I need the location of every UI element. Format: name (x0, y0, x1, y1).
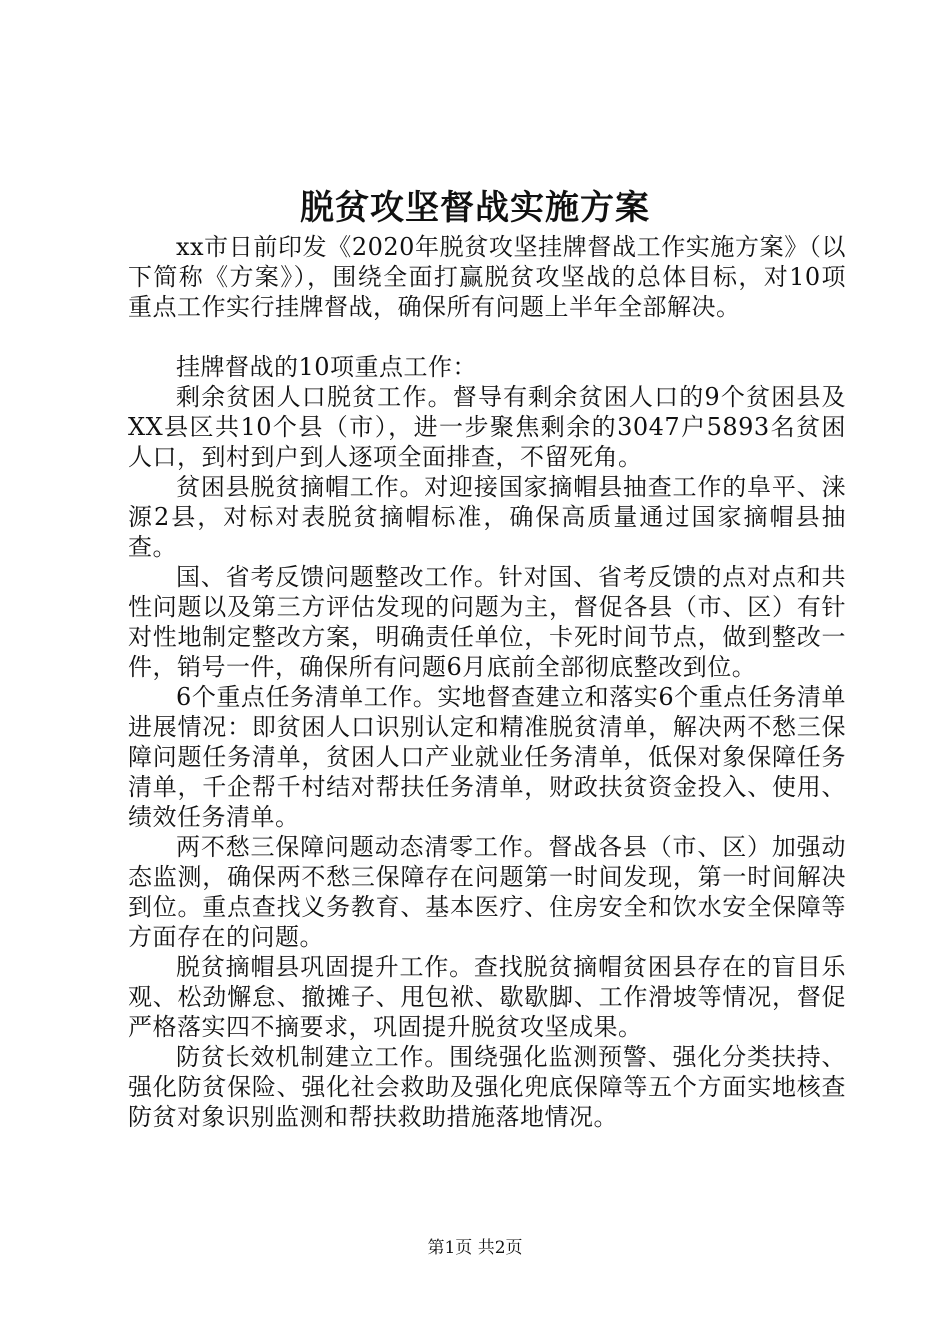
task-paragraph-5: 两不愁三保障问题动态清零工作。督战各县（市、区）加强动态监测，确保两不愁三保障存在问题第一时间发现，第一时间解决到位。重点查找义务教育、基本医疗、住房安全和饮水安全保障等方面存在的问题。 (128, 833, 846, 951)
task-paragraph-3: 国、省考反馈问题整改工作。针对国、省考反馈的点对点和共性问题以及第三方评估发现的问题为主，督促各县（市、区）有针对性地制定整改方案，明确责任单位，卡死时间节点，做到整改一件，销号一件，确保所有问题6月底前全部彻底整改到位。 (128, 563, 846, 681)
document-body (128, 232, 846, 1132)
task-paragraph-2: 贫困县脱贫摘帽工作。对迎接国家摘帽县抽查工作的阜平、涞源2县，对标对表脱贫摘帽标准，确保高质量通过国家摘帽县抽查。 (128, 473, 846, 561)
task-paragraph-7: 防贫长效机制建立工作。围绕强化监测预警、强化分类扶持、强化防贫保险、强化社会救助及强化兜底保障等五个方面实地核查防贫对象识别监测和帮扶救助措施落地情况。 (128, 1043, 846, 1131)
list-heading-paragraph: 挂牌督战的10项重点工作： (176, 353, 478, 381)
intro-paragraph: xx市日前印发《2020年脱贫攻坚挂牌督战工作实施方案》（以下简称《方案》），围绕全面打赢脱贫攻坚战的总体目标，对10项重点工作实行挂牌督战，确保所有问题上半年全部解决。 (128, 233, 846, 321)
task-paragraph-4: 6个重点任务清单工作。实地督查建立和落实6个重点任务清单进展情况：即贫困人口识别认定和精准脱贫清单，解决两不愁三保障问题任务清单，贫困人口产业就业任务清单，低保对象保障任务清单，千企帮千村结对帮扶任务清单，财政扶贫资金投入、使用、绩效任务清单。 (128, 683, 846, 831)
page-number-footer: 第1页 共2页 (427, 1238, 523, 1258)
task-paragraph-1: 剩余贫困人口脱贫工作。督导有剩余贫困人口的9个贫困县及XX县区共10个县（市），进一步聚焦剩余的3047户5893名贫困人口，到村到户到人逐项全面排查，不留死角。 (128, 383, 846, 471)
document-title: 脱贫攻坚督战实施方案 (300, 188, 650, 228)
task-paragraph-6: 脱贫摘帽县巩固提升工作。查找脱贫摘帽贫困县存在的盲目乐观、松劲懈怠、撤摊子、甩包袱、歇歇脚、工作滑坡等情况，督促严格落实四不摘要求，巩固提升脱贫攻坚成果。 (128, 953, 846, 1041)
